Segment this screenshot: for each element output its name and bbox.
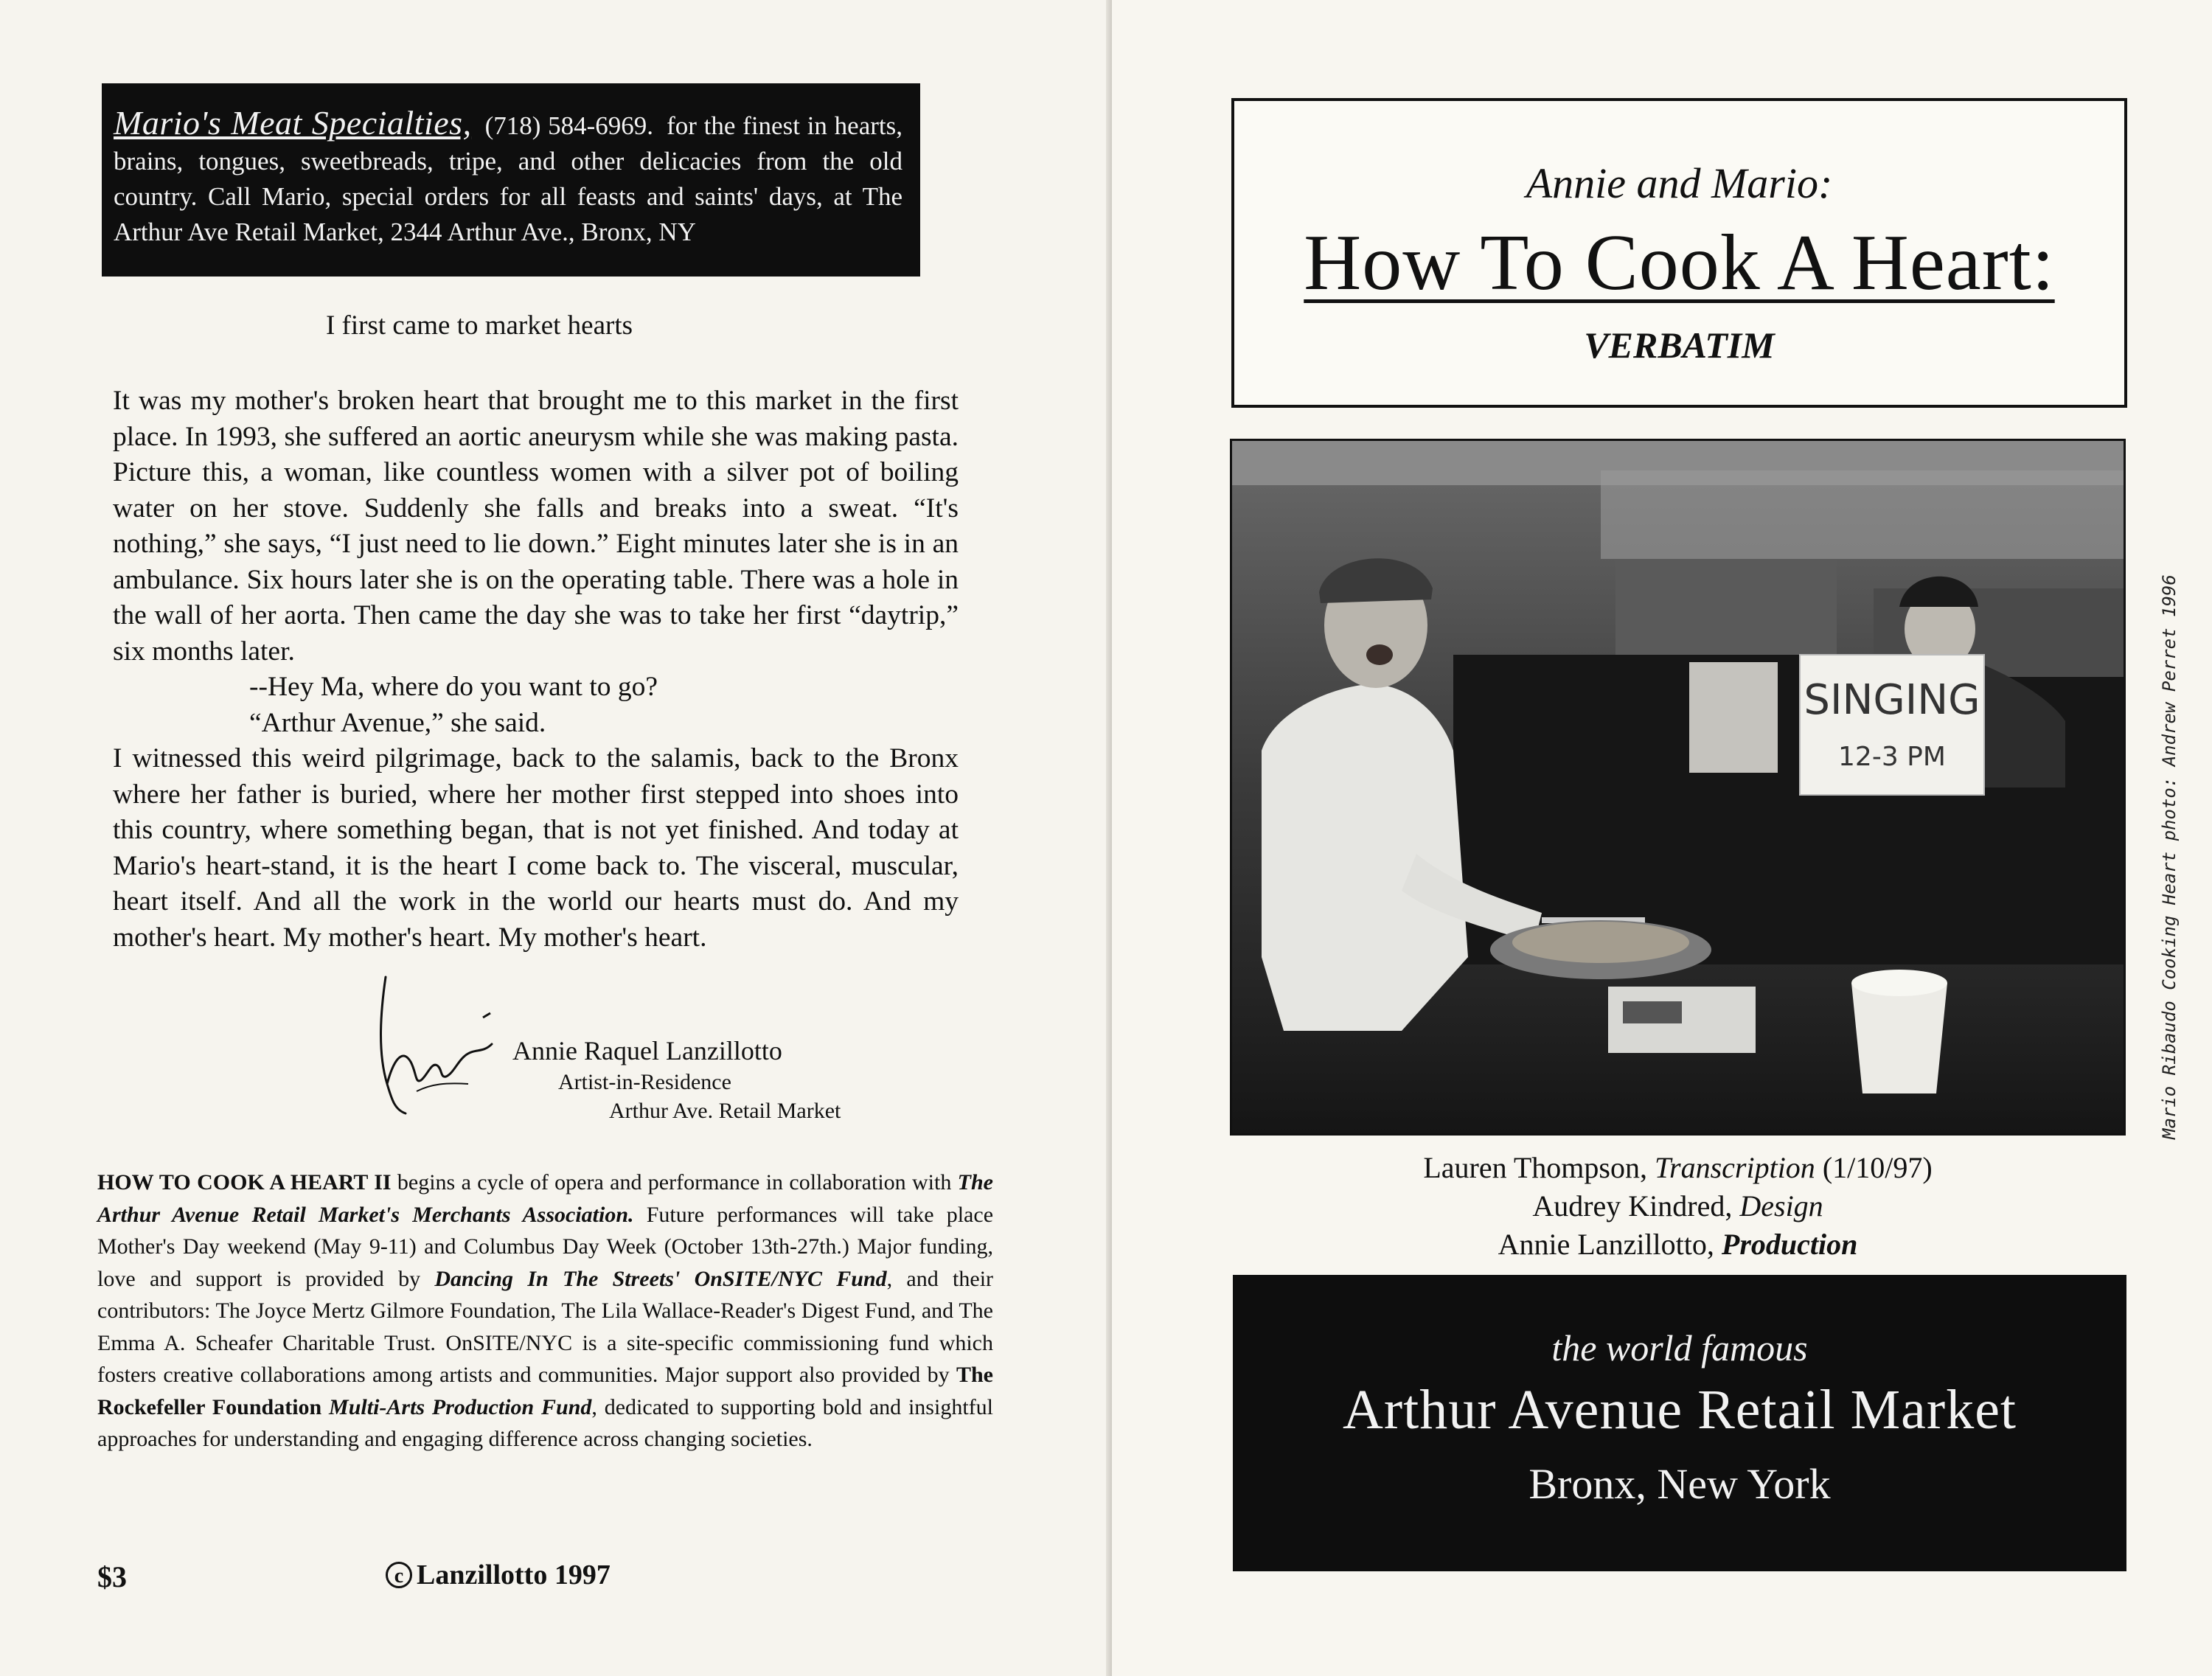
sign-text-singing: SINGING [1804, 676, 1980, 724]
credit-line [1230, 1149, 2126, 1187]
credit-role: Design [1739, 1189, 1823, 1223]
credits-association: The Arthur Avenue Retail Market's Merchants Association. [97, 1170, 993, 1227]
market-photo [1230, 439, 2126, 1136]
subtitle: VERBATIM [1584, 324, 1775, 366]
sign-text-hours: 12-3 PM [1838, 742, 1946, 772]
copyright-notice [386, 1559, 611, 1591]
signature-role: Artist-in-Residence [558, 1070, 731, 1094]
photo-credit: Mario Ribaudo Cooking Heart photo: Andrew Perret 1996 [2159, 574, 2180, 1139]
credits-foundation: The Rockefeller Foundation [97, 1363, 993, 1419]
production-credits [1230, 1149, 2126, 1264]
credits-text: begins a cycle of opera and performance in collaboration with [391, 1170, 958, 1195]
credits-text: Future performances will take place Mother's Day weekend (May 9-11) and Columbus Day Week (October 13th-27th.) Major funding, love and support is provided by [97, 1202, 994, 1291]
essay-dialogue-line: “Arthur Avenue,” she said. [249, 707, 546, 738]
credit-name: Lauren Thompson, [1423, 1151, 1655, 1184]
credit-line [1230, 1187, 2126, 1225]
copyright-icon: c [386, 1562, 412, 1588]
funding-credits [97, 1166, 993, 1456]
essay-dialogue-line: --Hey Ma, where do you want to go? [249, 672, 658, 702]
essay-title: I first came to market hearts [325, 310, 633, 341]
ad-business-name: Mario's Meat Specialties, [114, 104, 472, 142]
credits-program: Multi-Arts Production Fund [321, 1394, 592, 1419]
credit-role: Production [1721, 1228, 1858, 1261]
market-tagline: the world famous [1551, 1327, 1808, 1369]
price: $3 [97, 1560, 127, 1593]
main-title [1234, 218, 2124, 309]
essay-paragraph: It was my mother's broken heart that brought me to this market in the first place. In 1993, she suffered an aortic aneurysm while she was making pasta. Picture this, a woman, like countless women with a silver pot of boiling water on her stove. Suddenly she falls and breaks into a sweat. “It's nothing,” she says, “I just need to lie down.” Eight minutes later she is in an ambulance. Six hours later she is on the operating table. There was a hole in the wall of her aorta. Then came the day she was to take her first “daytrip,” six months later. [113, 386, 959, 667]
ad-phone-number: (718) 584-6969. [484, 111, 654, 140]
photo-illustration [1232, 441, 2124, 1133]
advertisement-box [102, 83, 920, 277]
title-preface: Annie and Mario: [1526, 159, 1833, 207]
credit-name: Audrey Kindred, [1532, 1189, 1740, 1223]
credit-name: Annie Lanzillotto, [1498, 1228, 1722, 1261]
credit-role: Transcription [1654, 1151, 1815, 1184]
market-location: Bronx, New York [1528, 1460, 1831, 1508]
essay-paragraph: I witnessed this weird pilgrimage, back to the salamis, back to the Bronx where her father is buried, where her mother first stepped into shoes into this country, where something began, that is not yet finished. And today at Mario's heart-stand, it is the heart I come back to. The visceral, muscular, heart itself. And all the work in the world our hearts must do. And my mother's heart. My mother's heart. My mother's heart. [113, 743, 959, 953]
main-title-text: How To Cook A Heart: [1304, 219, 2055, 307]
title-box [1231, 98, 2127, 408]
credits-text: , and their contributors: The Joyce Mertz Gilmore Foundation, The Lila Wallace-Reader's Digest Fund, and The Emma A. Scheafer Charitable Trust. OnSITE/NYC is a site-specific commissioning fund which fosters creative collaborations among artists and communities. Major support also provided by [97, 1266, 994, 1387]
handwritten-signature [372, 973, 520, 1128]
credits-text: , dedicated to supporting bold and insightful approaches for understanding and engaging difference across changing societies. [97, 1394, 993, 1451]
bucket-shape [1851, 983, 1947, 1093]
copyright-text: Lanzillotto 1997 [417, 1559, 611, 1590]
market-name: Arthur Avenue Retail Market [1342, 1379, 2017, 1441]
ad-text: for the finest in hearts, brains, tongues, sweetbreads, tripe, and other delicacies from the old country. Call Mario, special orders for all feasts and saints' days, at The Arthur Ave Retail Market, 2344 Arthur Ave., Bronx, NY [114, 111, 903, 246]
credit-date: (1/10/97) [1815, 1151, 1933, 1184]
cook-coat-shape [1262, 684, 1468, 1031]
market-banner [1233, 1275, 2126, 1571]
signature-name: Annie Raquel Lanzillotto [512, 1036, 782, 1065]
signature-place: Arthur Ave. Retail Market [609, 1099, 841, 1123]
credits-fund: Dancing In The Streets' OnSITE/NYC Fund [434, 1266, 887, 1291]
essay-body [113, 383, 959, 956]
credit-line [1230, 1225, 2126, 1264]
right-page [1112, 0, 2212, 1676]
credits-show-title: HOW TO COOK A HEART II [97, 1170, 392, 1195]
